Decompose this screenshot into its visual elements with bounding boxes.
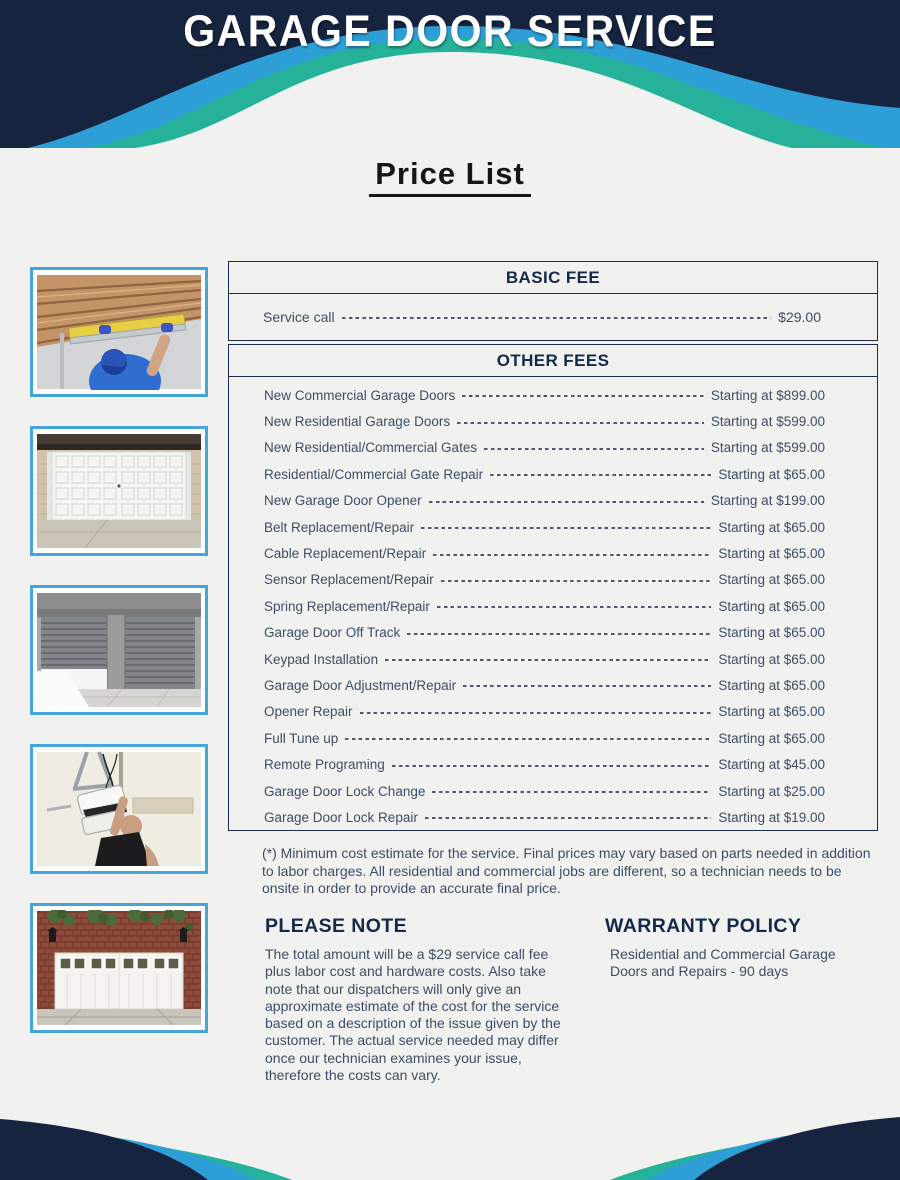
fee-price: $29.00 [778, 309, 821, 325]
fee-price: Starting at $65.00 [718, 572, 825, 588]
please-note-text: The total amount will be a $29 service call fee plus labor cost and hardware costs. Also take note that our dispatchers will only give an approximate estimate of the cost for the service based on a description of the issue given by the customer. The actual service needed may differ once our technician examines your issue, therefore the costs can vary. [265, 946, 561, 1084]
fee-price: Starting at $599.00 [710, 414, 825, 430]
business-title: GARAGE DOOR SERVICE [183, 6, 717, 56]
fee-label: New Residential Garage Doors [264, 414, 451, 430]
ceiling-track-installation-photo [30, 267, 208, 397]
photo-column [30, 267, 208, 1062]
opener-installation-image [37, 751, 201, 867]
opener-installation-photo [30, 744, 208, 874]
dash-leader [437, 606, 712, 608]
brick-house-garage-door-image [37, 910, 201, 1026]
fee-price: Starting at $65.00 [718, 677, 825, 693]
dash-leader [433, 554, 711, 556]
fee-row [264, 699, 825, 725]
fee-label: New Residential/Commercial Gates [264, 440, 478, 456]
basic-fee-heading: BASIC FEE [229, 262, 877, 294]
dash-leader [385, 659, 711, 661]
fee-label: Cable Replacement/Repair [264, 546, 427, 562]
dash-leader [441, 580, 712, 582]
fee-label: Full Tune up [264, 730, 339, 746]
fee-row [264, 488, 825, 514]
fee-row [264, 540, 825, 566]
white-double-garage-door-photo [30, 426, 208, 556]
dash-leader [360, 712, 712, 714]
other-fees-heading: OTHER FEES [229, 345, 877, 377]
dash-leader [457, 422, 704, 424]
dash-leader [342, 317, 772, 319]
dash-leader [421, 527, 711, 529]
fee-price: Starting at $65.00 [718, 519, 825, 535]
white-double-garage-door-image [37, 433, 201, 549]
fee-row [264, 620, 825, 646]
basic-fee-table [228, 261, 878, 341]
fee-price: Starting at $65.00 [718, 651, 825, 667]
fee-price: Starting at $65.00 [718, 466, 825, 482]
basic-fee-rows [229, 294, 877, 340]
commercial-roller-doors-image [37, 592, 201, 708]
fee-price: Starting at $899.00 [710, 387, 825, 403]
footer-wave-graphic [0, 1098, 900, 1180]
fee-price: Starting at $45.00 [718, 757, 825, 773]
dash-leader [463, 685, 711, 687]
fee-row [264, 804, 825, 830]
fee-price: Starting at $65.00 [718, 598, 825, 614]
disclaimer-text: (*) Minimum cost estimate for the service. Final prices may vary based on parts needed in addition to labor charges. All residential and commercial jobs are different, so a technician needs to be onsite in order to provide an accurate final price. [262, 845, 871, 896]
fee-label: Opener Repair [264, 704, 353, 720]
dash-leader [462, 395, 704, 397]
fee-price: Starting at $65.00 [718, 704, 825, 720]
dash-leader [429, 501, 704, 503]
fee-row [264, 382, 825, 408]
fee-row [263, 294, 821, 340]
dash-leader [392, 765, 712, 767]
commercial-roller-doors-photo [30, 585, 208, 715]
brick-house-garage-door-photo [30, 903, 208, 1033]
fee-label: Sensor Replacement/Repair [264, 572, 434, 588]
please-note-heading: PLEASE NOTE [265, 915, 408, 937]
fee-row [264, 408, 825, 434]
fee-row [264, 567, 825, 593]
fee-row [264, 778, 825, 804]
header-banner [0, 0, 900, 148]
other-fees-table [228, 344, 878, 831]
dash-leader [345, 738, 711, 740]
fee-price: Starting at $65.00 [718, 730, 825, 746]
footer-banner [0, 1098, 900, 1180]
fee-label: Garage Door Off Track [264, 625, 401, 641]
fee-row [264, 725, 825, 751]
fee-label: Service call [263, 309, 335, 325]
fee-price: Starting at $199.00 [710, 493, 825, 509]
fee-price: Starting at $25.00 [718, 783, 825, 799]
fee-row [264, 461, 825, 487]
fee-label: Residential/Commercial Gate Repair [264, 466, 484, 482]
fee-label: Spring Replacement/Repair [264, 598, 430, 614]
dash-leader [425, 817, 712, 819]
ceiling-track-installation-image [37, 274, 201, 390]
fee-row [264, 751, 825, 777]
fee-row [264, 672, 825, 698]
fee-price: Starting at $65.00 [718, 546, 825, 562]
warranty-policy-text: Residential and Commercial Garage Doors and Repairs - 90 days [610, 946, 836, 980]
fee-label: Keypad Installation [264, 651, 379, 667]
fee-price: Starting at $65.00 [718, 625, 825, 641]
fee-row [264, 514, 825, 540]
fee-price: Starting at $19.00 [718, 809, 825, 825]
fee-row [264, 435, 825, 461]
fee-label: Remote Programing [264, 757, 385, 773]
fee-label: Garage Door Lock Change [264, 783, 426, 799]
other-fees-rows [229, 377, 877, 831]
dash-leader [484, 448, 704, 450]
fee-label: Belt Replacement/Repair [264, 519, 415, 535]
fee-row [264, 593, 825, 619]
fee-label: New Commercial Garage Doors [264, 387, 456, 403]
fee-price: Starting at $599.00 [710, 440, 825, 456]
dash-leader [432, 791, 711, 793]
page-title: Price List [0, 156, 900, 197]
dash-leader [407, 633, 711, 635]
warranty-policy-heading: WARRANTY POLICY [605, 915, 802, 937]
fee-row [264, 646, 825, 672]
fee-label: New Garage Door Opener [264, 493, 422, 509]
fee-label: Garage Door Lock Repair [264, 809, 418, 825]
dash-leader [490, 474, 711, 476]
fee-label: Garage Door Adjustment/Repair [264, 677, 457, 693]
